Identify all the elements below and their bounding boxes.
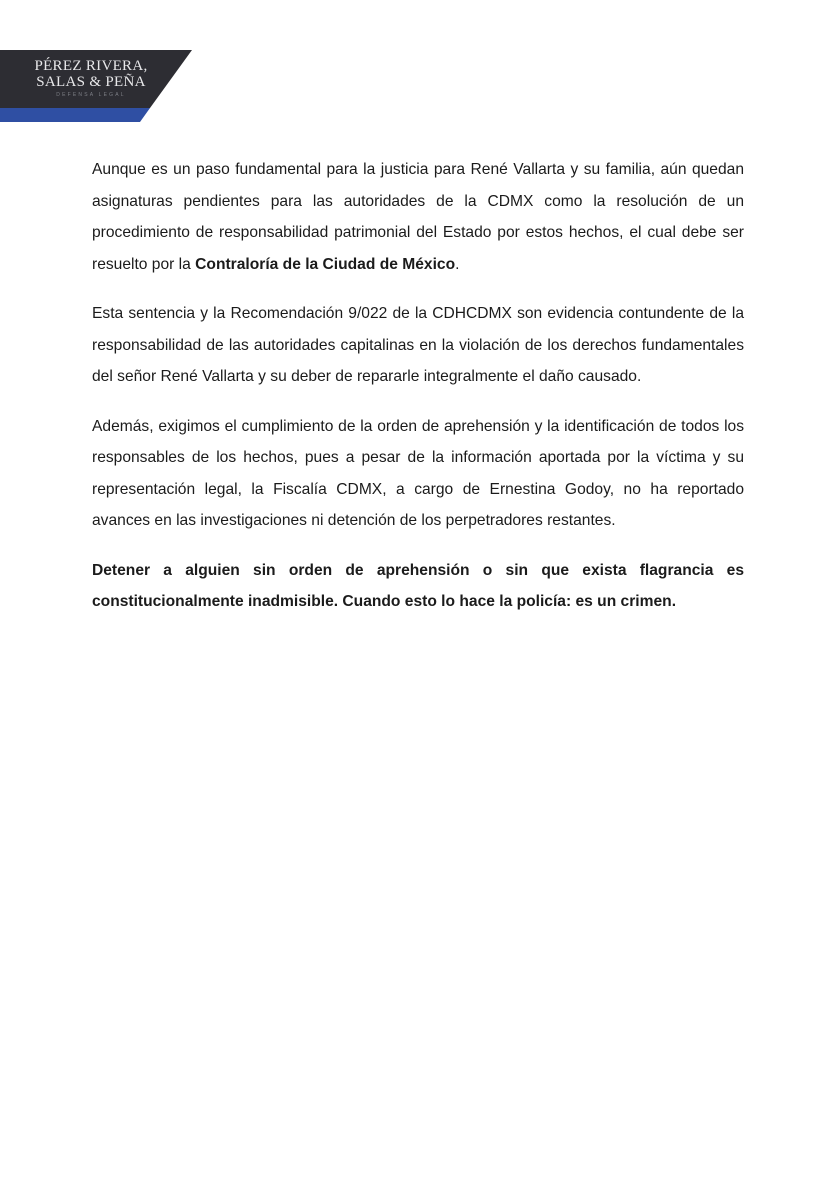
paragraph-2: Esta sentencia y la Recomendación 9/022 de la CDHCDMX son evidencia contundente de la responsabilidad de las autoridades capitalinas en la violación de los derechos fundamentales del señor René Vallarta y su deber de repararle integralmente el daño causado. bbox=[92, 305, 744, 385]
logo-text-line-1: PÉREZ RIVERA, bbox=[34, 58, 148, 74]
paragraph-1 bbox=[92, 154, 744, 280]
logo-text-line-2: SALAS & PEÑA bbox=[36, 74, 146, 90]
logo-tagline: DEFENSA LEGAL bbox=[56, 92, 126, 98]
paragraph-1-bold: Contraloría de la Ciudad de México bbox=[195, 255, 456, 273]
paragraph-3: Además, exigimos el cumplimiento de la orden de aprehensión y la identificación de todos los responsables de los hechos, pues a pesar de la información aportada por la víctima y su representación legal, la Fiscalía CDMX, a cargo de Ernestina Godoy, no ha reportado avances en las investigaciones ni detención de los perpetradores restantes. bbox=[92, 417, 744, 529]
closing-statement: Detener a alguien sin orden de aprehensión o sin que exista flagrancia es constitucionalmente inadmisible. Cuando esto lo hace la policía: es un crimen. bbox=[92, 561, 744, 610]
document-body bbox=[92, 154, 744, 636]
paragraph-1-text: Aunque es un paso fundamental para la justicia para René Vallarta y su familia, aún quedan asignaturas pendientes para las autoridades de la CDMX como la resolución de un procedimiento de responsabilidad patrimonial del Estado por estos hechos, el cual debe ser resuelto por la bbox=[92, 161, 744, 273]
firm-logo bbox=[0, 50, 192, 122]
paragraph-1-end: . bbox=[455, 255, 460, 273]
